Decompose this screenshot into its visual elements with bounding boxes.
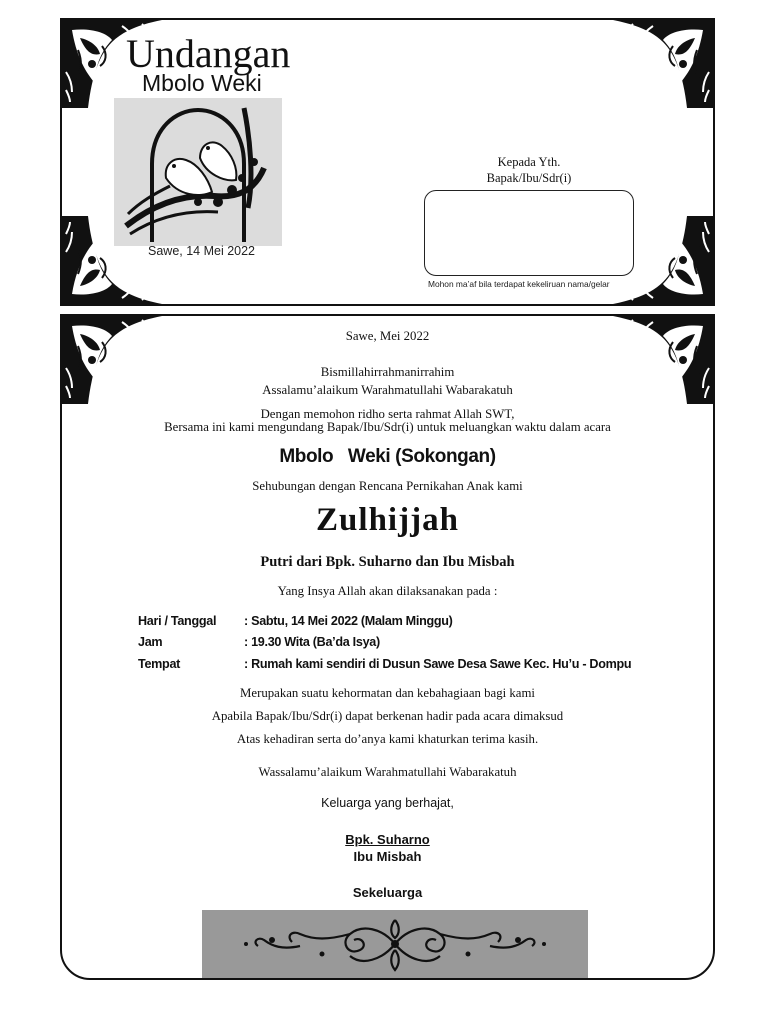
event-context: Sehubungan dengan Rencana Pernikahan Anak kami [252,479,523,493]
schedule-intro: Yang Insya Allah akan dilaksanakan pada : [277,584,498,598]
closing-line-3: Atas kehadiran serta do’anya kami khaturkan terima kasih. [236,732,539,746]
intro-line-1: Dengan memohon ridho serta rahmat Allah SWT, [260,407,515,421]
detail-value: : 19.30 Wita (Ba’da Isya) [244,635,380,649]
detail-label: Hari / Tanggal [138,614,217,628]
closing-line-2: Apabila Bapak/Ibu/Sdr(i) dapat berkenan hadir pada acara dimaksud [211,709,564,723]
parents-line: Putri dari Bpk. Suharno dan Ibu Misbah [260,554,515,570]
detail-value: : Rumah kami sendiri di Dusun Sawe Desa Sawe Kec. Hu’u - Dompu [244,657,632,671]
cover-date: Sawe, 14 Mei 2022 [148,244,256,258]
closing-line-1: Merupakan suatu kehormatan dan kebahagiaan bagi kami [240,686,535,700]
cover-subtitle: Mbolo Weki [142,70,262,96]
child-name: Zulhijjah [316,502,459,538]
letter-panel [60,314,715,980]
recipient-salutation: Bapak/Ibu/Sdr(i) [486,171,572,185]
greeting: Assalamu’alaikum Warahmatullahi Wabarakatuh [262,383,513,397]
host-mother: Ibu Misbah [353,849,422,864]
detail-label: Tempat [138,657,181,671]
farewell: Wassalamu’alaikum Warahmatullahi Wabarakatuh [258,765,517,779]
cover-title: Undangan [126,31,291,76]
cover-panel [60,18,715,306]
letter-place-date: Sawe, Mei 2022 [345,329,430,343]
address-note: Mohon ma’af bila terdapat kekeliruan nama/gelar [428,279,610,289]
host-intro: Keluarga yang berhajat, [321,796,454,810]
event-name: Mbolo Weki (Sokongan) [279,446,496,467]
corner-ornament-icon [613,20,713,108]
basmala: Bismillahirrahmanirrahim [320,365,455,379]
flourish-divider-icon [202,910,588,978]
intro-line-2: Bersama ini kami mengundang Bapak/Ibu/Sdr(i) untuk meluangkan waktu dalam acara [164,420,611,434]
host-family: Sekeluarga [352,885,423,900]
detail-label: Jam [138,635,163,649]
address-box [424,190,634,276]
recipient-heading [462,154,596,186]
recipient-to-label: Kepada Yth. [497,155,561,169]
dove-pair-in-arch-icon [114,98,282,246]
detail-value: : Sabtu, 14 Mei 2022 (Malam Minggu) [244,614,453,628]
host-father: Bpk. Suharno [345,832,430,847]
